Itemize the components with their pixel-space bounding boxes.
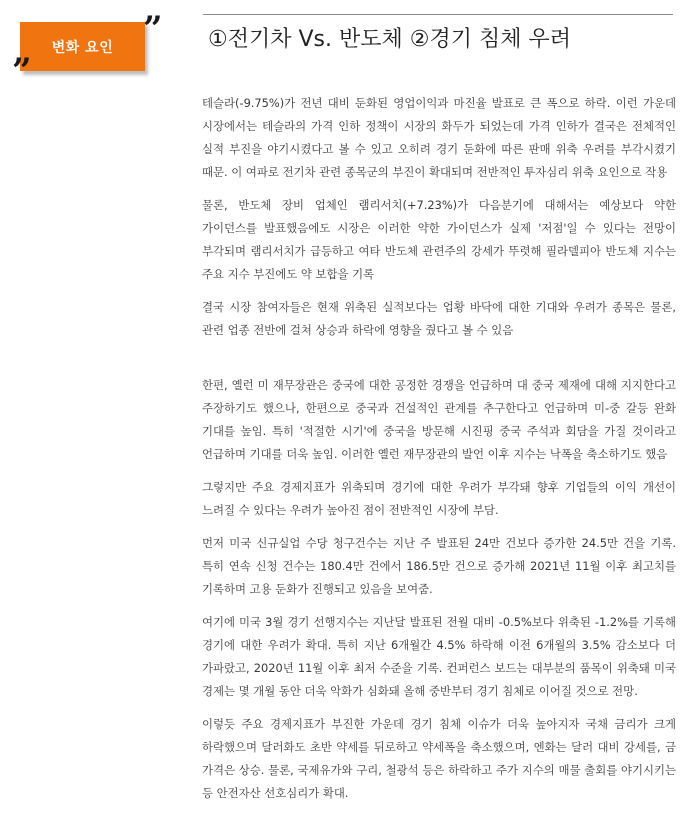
article-body [202, 92, 676, 815]
paragraph: 먼저 미국 신규실업 수당 청구건수는 지난 주 발표된 24만 건보다 증가한 24.5만 건을 기록. 특히 연속 신청 건수는 180.4만 건에서 186.5만 건으로 증가해 2021년 11월 이후 최고치를 기록하며 고용 둔화가 진행되고 있음을 보여줌. [202, 536, 676, 596]
closing-quote-mark: ” [143, 9, 163, 49]
section-title: ①전기차 Vs. 반도체 ②경기 침체 우려 [208, 27, 571, 52]
paragraph: 물론, 반도체 장비 업체인 램리서치(+7.23%)가 다음분기에 대해서는 예상보다 약한 가이던스를 발표했음에도 시장은 이러한 약한 가이던스가 실제 '저점'일 수 있다는 전망이 부각되며 램리서치가 급등하고 여타 반도체 관련주의 강세가 뚜렷해 필라델피아 반도체 지수는 주요 지수 부진에도 약 보합을 기록 [202, 198, 676, 281]
change-factor-badge [20, 22, 145, 71]
title-rule [203, 14, 673, 15]
paragraph: 여기에 미국 3월 경기 선행지수는 지난달 발표된 전월 대비 -0.5%보다 위축된 -1.2%를 기록해 경기에 대한 우려가 확대. 특히 지난 6개월간 4.5% 하락해 이전 6개월의 3.5% 감소보다 더 가파랐고, 2020년 11월 이후 최저 수준을 기록. 컨퍼런스 보드는 대부분의 품목이 위축돼 미국 경제는 몇 개월 동안 더욱 악화가 심화돼 올해 중반부터 경기 침체로 이어질 것으로 전망. [202, 615, 676, 698]
paragraph: 한편, 옐런 미 재무장관은 중국에 대한 공정한 경쟁을 언급하며 대 중국 제재에 대해 지지한다고 주장하기도 했으나, 한편으로 중국과 건설적인 관계를 추구한다고 언급하며 미-중 갈등 완화 기대를 높임. 특히 '적절한 시기'에 중국을 방문해 시진핑 중국 주석과 회담을 가질 것이라고 언급하며 기대를 더욱 높임. 이러한 옐런 재무장관의 발언 이후 지수는 낙폭을 축소하기도 했음 [202, 378, 676, 461]
section-recession-concerns [202, 374, 676, 805]
paragraph: 이렇듯 주요 경제지표가 부진한 가운데 경기 침체 이슈가 더욱 높아지자 국채 금리가 크게 하락했으며 달러화도 초반 약세를 뒤로하고 약세폭을 축소했으며, 엔화는 달러 대비 강세를, 금 가격은 상승. 물론, 국제유가와 구리, 철광석 등은 하락하고 주가 지수의 매물 출회를 야기시키는 등 안전자산 선호심리가 확대. [202, 717, 676, 800]
section-spacer [202, 352, 676, 374]
paragraph: 그렇지만 주요 경제지표가 위축되며 경기에 대한 우려가 부각돼 향후 기업들의 이익 개선이 느려질 수 있다는 우려가 높아진 점이 전반적인 시장에 부담. [202, 480, 676, 517]
paragraph: 결국 시장 참여자들은 현재 위축된 실적보다는 업황 바닥에 대한 기대와 우려가 종목은 물론, 관련 업종 전반에 걸쳐 상승과 하락에 영향을 줬다고 볼 수 있음 [202, 300, 676, 337]
opening-quote-mark: ” [12, 51, 32, 91]
section-ev-vs-semiconductor [202, 92, 676, 342]
badge-label: 변화 요인 [51, 40, 114, 56]
paragraph: 테슬라(-9.75%)가 전년 대비 둔화된 영업이익과 마진율 발표로 큰 폭으로 하락. 이런 가운데 시장에서는 테슬라의 가격 인하 정책이 시장의 화두가 되었는데 가격 인하가 결국은 전체적인 실적 부진을 야기시켰다고 볼 수 있고 오히려 경기 둔화에 따른 판매 위축 우려를 부각시켰기 때문. 이 여파로 전기차 관련 종목군의 부진이 확대되며 전반적인 투자심리 위축 요인으로 작용 [202, 96, 676, 179]
